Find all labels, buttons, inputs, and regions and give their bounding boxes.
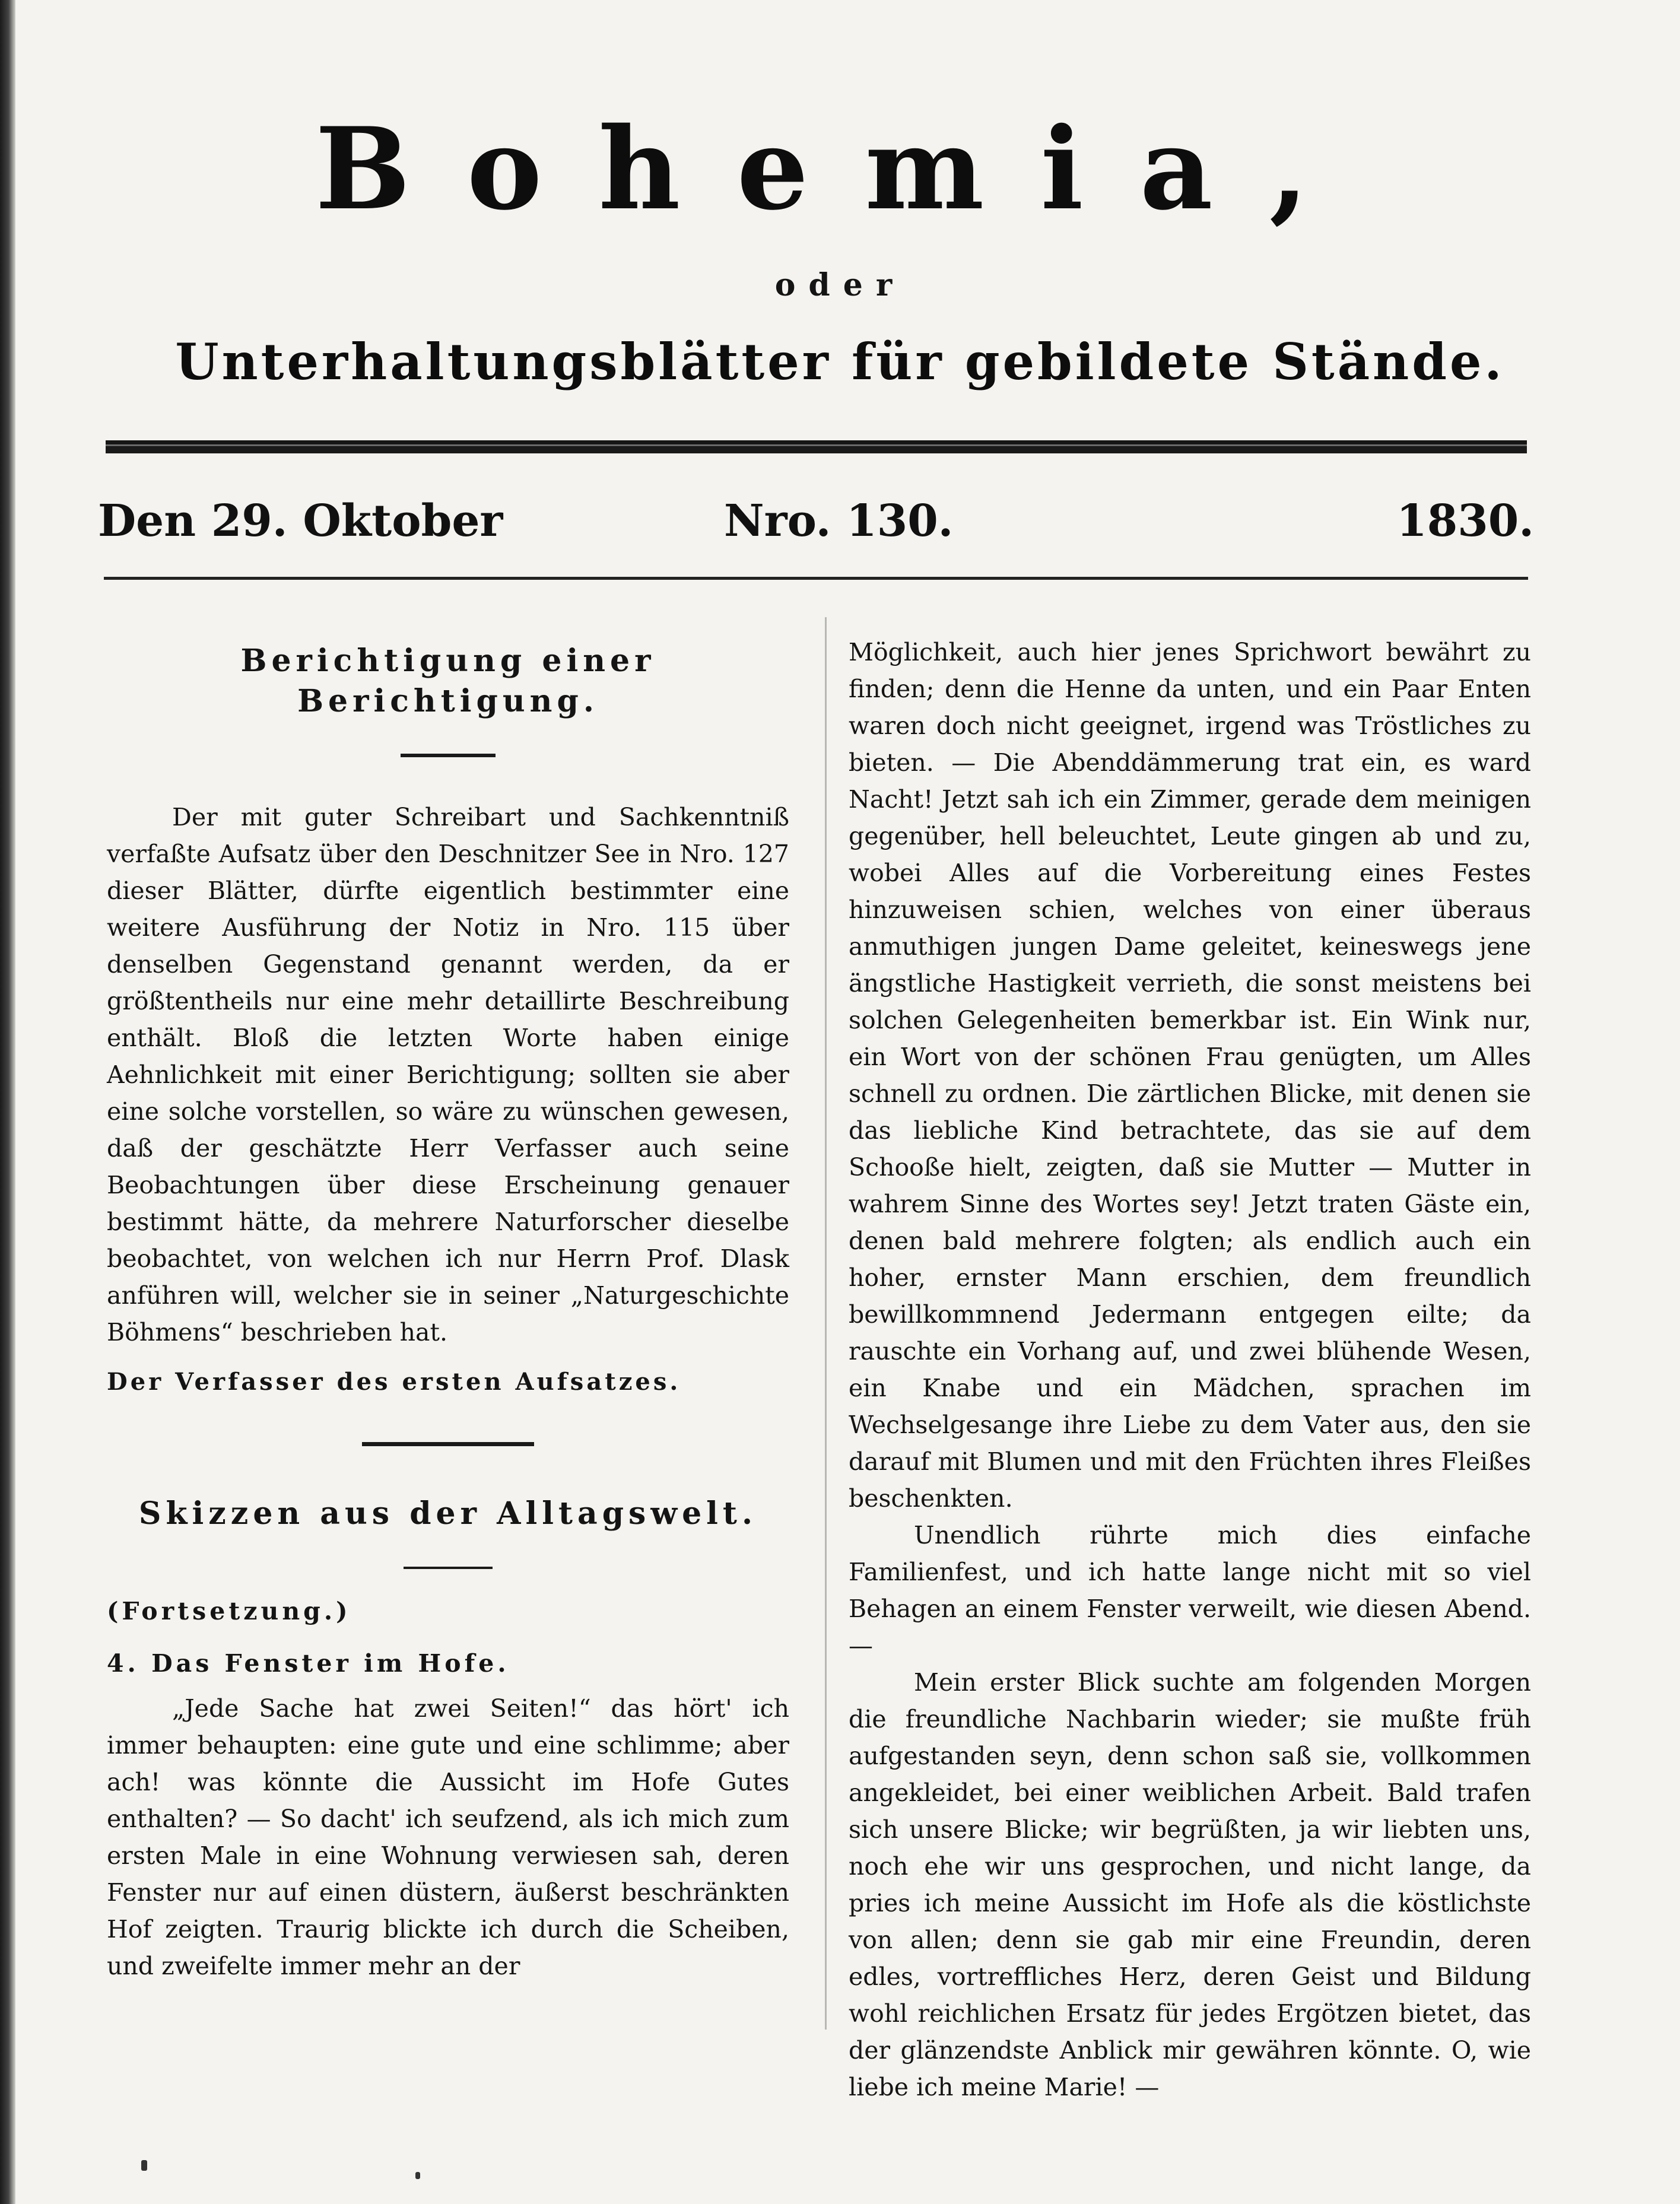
left-column <box>107 641 789 1984</box>
article-paragraph-continued: Möglichkeit, auch hier jenes Sprichwort bewährt zu finden; denn die Henne da unten, und ein Paar Enten waren doch nicht geeignet, irgend was Tröstliches zu bieten. — Die Abenddämmerung trat ein, es ward Nacht! Jetzt sah ich ein Zimmer, gerade dem meinigen gegenüber, hell beleuchtet, Leute gingen ab und zu, wobei Alles auf die Vorbereitung eines Festes hinzuweisen schien, welches von einer überaus anmuthigen jungen Dame geleitet, keineswegs jene ängstliche Hastigkeit verrieth, die sonst meistens bei solchen Gelegenheiten bemerkbar ist. Ein Wink nur, ein Wort von der schönen Frau genügten, um Alles schnell zu ordnen. Die zärtlichen Blicke, mit denen sie das liebliche Kind betrachtete, das sie auf dem Schooße hielt, zeigten, daß sie Mutter — Mutter in wahrem Sinne des Wortes sey! Jetzt traten Gäste ein, denen bald mehrere folgten; als endlich auch ein hoher, ernster Mann erschien, dem freundlich bewillkommnend Jedermann entgegen eilte; da rauschte ein Vorhang auf, und zwei blühende Wesen, ein Knabe und ein Mädchen, sprachen im Wechselgesange ihre Liebe zu dem Vater aus, den sie darauf mit Blumen und mit den Früchten ihres Fleißes beschenkten. <box>849 638 1531 1513</box>
column-divider <box>825 617 827 2030</box>
page-edge <box>0 0 15 2204</box>
masthead-conjunction: oder <box>774 267 906 303</box>
masthead-title: Bohemia, <box>315 103 1365 235</box>
dateline <box>98 496 1534 555</box>
paper-speck <box>141 2160 147 2171</box>
section-heading: 4. Das Fenster im Hofe. <box>107 1649 510 1678</box>
article-heading-berichtigung: Berichtigung einer Berichtigung. <box>240 643 656 719</box>
continuation-note: (Fortsetzung.) <box>107 1596 351 1625</box>
masthead-rule <box>106 440 1527 453</box>
article-paragraph: „Jede Sache hat zwei Seiten!“ das hört' ich immer behaupten: eine gute und eine schlimme; aber ach! was könnte die Aussicht im Hofe Gutes enthalten? — So dacht' ich seufzend, als ich mich zum ersten Male in eine Wohnung verwiesen sah, deren Fenster nur auf einen düstern, äußerst beschränkten Hof zeigten. Traurig blickte ich durch die Scheiben, und zweifelte immer mehr an der <box>107 1694 789 1980</box>
masthead-subtitle: Unterhaltungsblätter für gebildete Stände. <box>175 332 1505 391</box>
article-body-berichtigung: Der mit guter Schreibart und Sachkenntniß verfaßte Aufsatz über den Deschnitzer See in Nro. 127 dieser Blätter, dürfte eigentlich bestimmter eine weitere Ausführung der Notiz in Nro. 115 über denselben Gegenstand genannt werden, da er größtentheils nur eine mehr detaillirte Beschreibung enthält. Bloß die letzten Worte haben einige Aehnlichkeit mit einer Berichtigung; sollten sie aber eine solche vorstellen, so wäre zu wünschen gewesen, daß der geschätzte Herr Verfasser auch seine Beobachtungen über diese Erscheinung genauer bestimmt hätte, da mehrere Naturforscher dieselbe beobachtet, von welchen ich nur Herrn Prof. Dlask anführen will, welcher sie in seiner „Naturgeschichte Böhmens“ beschrieben hat. <box>107 803 789 1347</box>
article-separator <box>362 1442 534 1446</box>
article-heading-skizzen: Skizzen aus der Alltagswelt. <box>138 1495 758 1532</box>
issue-year: 1830. <box>1396 496 1534 547</box>
right-column <box>849 634 1531 2105</box>
paper-speck <box>415 2172 420 2179</box>
article-paragraph: Unendlich rührte mich dies einfache Familienfest, und ich hatte lange nicht mit so viel Behagen an einem Fenster verweilt, wie diesen Abend. — <box>849 1521 1531 1660</box>
issue-number: Nro. 130. <box>724 496 954 547</box>
article-paragraph: Mein erster Blick suchte am folgenden Morgen die freundliche Nachbarin wieder; sie mußte früh aufgestanden seyn, denn schon saß sie, vollkommen angekleidet, bei einer weiblichen Arbeit. Bald trafen sich unsere Blicke; wir begrüßten, ja wir liebten uns, noch ehe wir uns gesprochen, und nicht lange, da pries ich meine Aussicht im Hofe als die köstlichste von allen; denn sie gab mir eine Freundin, deren edles, vortreffliches Herz, deren Geist und Bildung wohl reichlichen Ersatz für jedes Ergötzen bietet, das der glänzendste Anblick mir gewähren könnte. O, wie liebe ich meine Marie! — <box>849 1668 1531 2101</box>
issue-date: Den 29. Oktober <box>98 496 503 547</box>
article-signature: Der Verfasser des ersten Aufsatzes. <box>107 1368 681 1396</box>
dateline-rule <box>104 577 1528 580</box>
